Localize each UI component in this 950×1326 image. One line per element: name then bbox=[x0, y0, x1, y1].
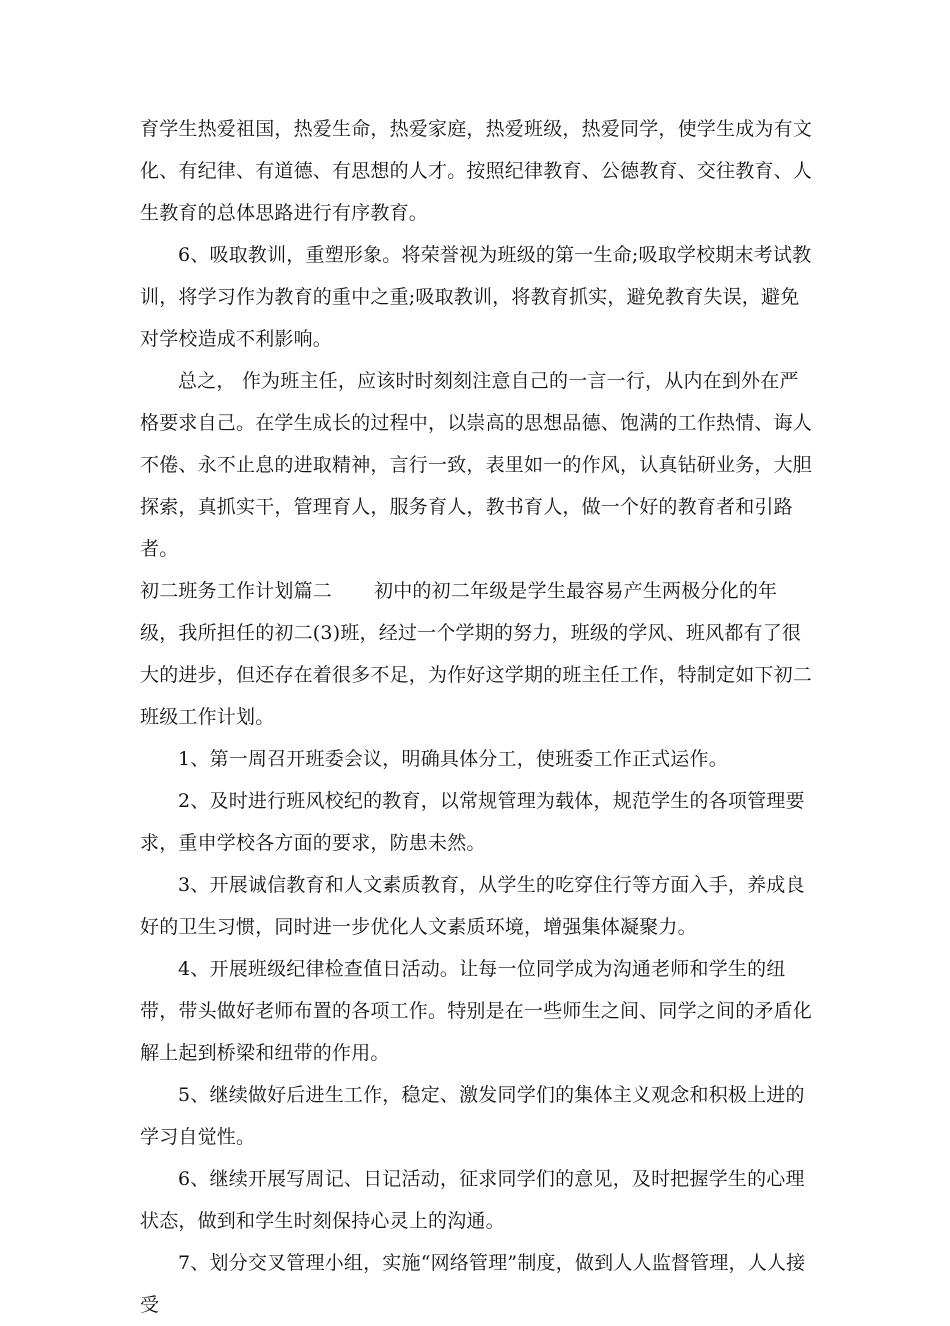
list-item-5: 5、继续做好后进生工作，稳定、激发同学们的集体主义观念和积极上进的学习自觉性。 bbox=[140, 1084, 805, 1148]
paragraph-item-6: 6、吸取教训，重塑形象。将荣誉视为班级的第一生命;吸取学校期末考试教训，将学习作为教育的重中之重;吸取教训，将教育抓实，避免教育失误，避免对学校造成不利影响。 bbox=[140, 244, 812, 350]
paragraph-summary: 总之， 作为班主任，应该时时刻刻注意自己的一言一行，从内在到外在严格要求自己。在学生成长的过程中，以崇高的思想品德、饱满的工作热情、诲人不倦、永不止息的进取精神，言行一致，表里如一的作风，认真钻研业务，大胆探索，真抓实干，管理育人，服务育人，教书育人，做一个好的教育者和引路者。 bbox=[140, 370, 813, 560]
section-intro: 初中的初二年级是学生最容易产生两极分化的年级，我所担任的初二(3)班，经过一个学期的努力，班级的学风、班风都有了很大的进步，但还存在着很多不足，为作好这学期的班主任工作，特制定如下初二班级工作计划。 bbox=[140, 580, 813, 728]
paragraph-section-two bbox=[140, 570, 812, 738]
paragraph-continuation: 育学生热爱祖国，热爱生命，热爱家庭，热爱班级，热爱同学，使学生成为有文化、有纪律、有道德、有思想的人才。按照纪律教育、公德教育、交往教育、人生教育的总体思路进行有序教育。 bbox=[140, 118, 813, 224]
list-item-4: 4、开展班级纪律检查值日活动。让每一位同学成为沟通老师和学生的纽带，带头做好老师布置的各项工作。特别是在一些师生之间、同学之间的矛盾化解上起到桥梁和纽带的作用。 bbox=[140, 958, 813, 1064]
list-item-2: 2、及时进行班风校纪的教育，以常规管理为载体，规范学生的各项管理要求，重申学校各方面的要求，防患未然。 bbox=[140, 790, 805, 854]
list-item-6: 6、继续开展写周记、日记活动，征求同学们的意见，及时把握学生的心理状态，做到和学生时刻保持心灵上的沟通。 bbox=[140, 1168, 805, 1232]
document-body bbox=[140, 108, 812, 1326]
list-item-7: 7、划分交叉管理小组，实施“网络管理”制度，做到人人监督管理，人人接受 bbox=[140, 1252, 806, 1316]
list-item-1: 1、第一周召开班委会议，明确具体分工，使班委工作正式运作。 bbox=[178, 748, 728, 770]
list-item-3: 3、开展诚信教育和人文素质教育，从学生的吃穿住行等方面入手，养成良好的卫生习惯，同时进一步优化人文素质环境，增强集体凝聚力。 bbox=[140, 874, 805, 938]
section-heading: 初二班务工作计划篇二 bbox=[140, 580, 333, 602]
